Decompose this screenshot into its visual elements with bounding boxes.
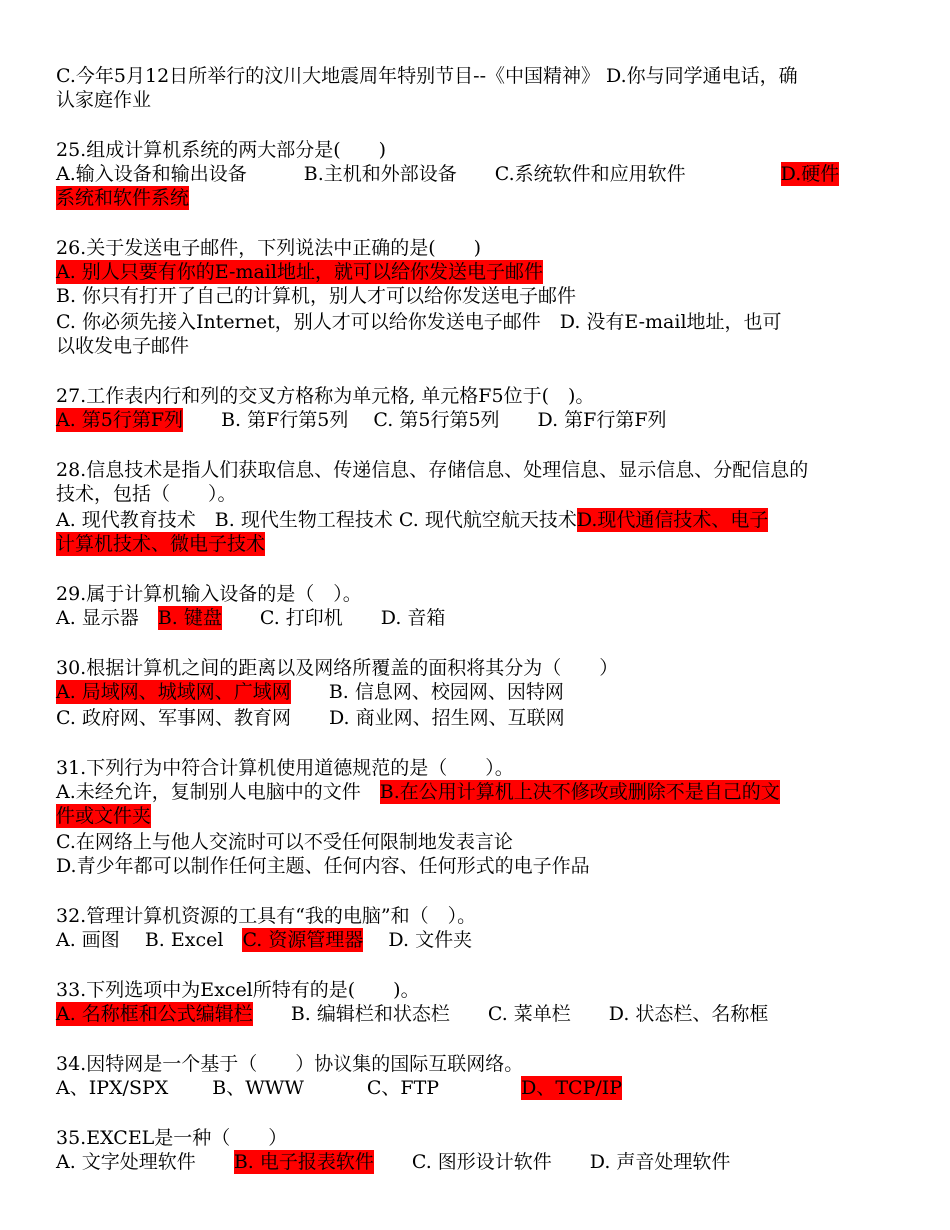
highlighted-answer: 件或文件夹 (56, 805, 152, 827)
text-segment: 29.属于计算机输入设备的是（ ）。 (56, 583, 362, 605)
text-line (56, 284, 576, 308)
text-line (56, 334, 189, 358)
text-line (56, 680, 564, 704)
text-segment: C.今年5月12日所举行的汶川大地震周年特别节目--《中国精神》 D.你与同学通电话，确 (56, 65, 798, 87)
text-segment: 32.管理计算机资源的工具有“我的电脑”和（ ）。 (56, 905, 477, 927)
text-line (56, 978, 420, 1002)
highlighted-answer: B.在公用计算机上决不修改或删除不是自己的文 (379, 781, 780, 803)
text-segment: 28.信息技术是指人们获取信息、传递信息、存储信息、处理信息、显示信息、分配信息的 (56, 459, 809, 481)
text-line (56, 1052, 523, 1076)
text-segment: B. 信息网、校园网、因特网 (290, 681, 564, 703)
text-line (56, 804, 151, 828)
text-line (56, 706, 565, 730)
highlighted-answer: A. 别人只要有你的E-mail地址，就可以给你发送电子邮件 (56, 261, 543, 283)
text-line (56, 236, 481, 260)
text-line (56, 904, 476, 928)
text-line (56, 260, 543, 284)
text-line (56, 508, 768, 532)
text-line (56, 88, 151, 112)
text-line (56, 384, 594, 408)
text-segment: B. 编辑栏和状态栏 C. 菜单栏 D. 状态栏、名称框 (252, 1003, 769, 1025)
highlighted-answer: D.硬件 (780, 163, 840, 185)
text-line (56, 138, 386, 162)
text-segment: 27.工作表内行和列的交叉方格称为单元格, 单元格F5位于( )。 (56, 385, 595, 407)
text-segment: A. 显示器 (56, 607, 158, 629)
text-segment: A、IPX/SPX B、WWW C、FTP (56, 1077, 522, 1099)
text-segment: D. 文件夹 (363, 929, 473, 951)
text-line (56, 162, 839, 186)
text-line (56, 532, 265, 556)
text-segment: A. 现代教育技术 B. 现代生物工程技术 C. 现代航空航天技术 (56, 509, 577, 531)
text-segment: 31.下列行为中符合计算机使用道德规范的是（ ）。 (56, 757, 514, 779)
text-segment: C.在网络上与他人交流时可以不受任何限制地发表言论 (56, 831, 513, 853)
highlighted-answer: 计算机技术、微电子技术 (56, 533, 266, 555)
text-line (56, 928, 472, 952)
text-line (56, 1076, 622, 1100)
highlighted-answer: D、TCP/IP (521, 1077, 623, 1099)
text-line (56, 606, 445, 630)
text-line (56, 1126, 287, 1150)
text-line (56, 780, 780, 804)
text-segment: 25.组成计算机系统的两大部分是( ) (56, 139, 387, 161)
text-segment: 26.关于发送电子邮件，下列说法中正确的是( ) (56, 237, 482, 259)
text-line (56, 656, 618, 680)
text-segment: C. 打印机 D. 音箱 (221, 607, 446, 629)
text-line (56, 854, 590, 878)
highlighted-answer: A. 局域网、城域网、广域网 (56, 681, 291, 703)
text-line (56, 1150, 730, 1174)
text-line (56, 408, 667, 432)
text-segment: A.输入设备和输出设备 B.主机和外部设备 C.系统软件和应用软件 (56, 163, 781, 185)
text-segment: 35.EXCEL是一种（ ） (56, 1127, 288, 1149)
text-segment: C. 政府网、军事网、教育网 D. 商业网、招生网、互联网 (56, 707, 565, 729)
text-segment: A.未经允许，复制别人电脑中的文件 (56, 781, 380, 803)
text-line (56, 830, 513, 854)
text-line (56, 582, 362, 606)
text-line (56, 756, 514, 780)
text-line (56, 310, 782, 334)
text-segment: 34.因特网是一个基于（ ）协议集的国际互联网络。 (56, 1053, 524, 1075)
highlighted-answer: C. 资源管理器 (242, 929, 364, 951)
text-line (56, 186, 189, 210)
text-line (56, 482, 237, 506)
text-segment: C. 图形设计软件 D. 声音处理软件 (373, 1151, 731, 1173)
text-segment: B. 第F行第5列 C. 第5行第5列 D. 第F行第F列 (183, 409, 667, 431)
text-line (56, 64, 798, 88)
text-segment: 33.下列选项中为Excel所特有的是( )。 (56, 979, 420, 1001)
text-segment: 30.根据计算机之间的距离以及网络所覆盖的面积将其分为（ ） (56, 657, 619, 679)
highlighted-answer: A. 第5行第F列 (56, 409, 184, 431)
highlighted-answer: A. 名称框和公式编辑栏 (56, 1003, 253, 1025)
text-segment: 技术，包括（ ）。 (56, 483, 237, 505)
text-segment: 以收发电子邮件 (56, 335, 190, 357)
text-line (56, 458, 808, 482)
highlighted-answer: 系统和软件系统 (56, 187, 190, 209)
text-segment: A. 画图 B. Excel (56, 929, 243, 951)
text-segment: B. 你只有打开了自己的计算机，别人才可以给你发送电子邮件 (56, 285, 577, 307)
text-line (56, 1002, 768, 1026)
text-segment: D.青少年都可以制作任何主题、任何内容、任何形式的电子作品 (56, 855, 590, 877)
text-segment: C. 你必须先接入Internet，别人才可以给你发送电子邮件 D. 没有E-mail地址，也可 (56, 311, 782, 333)
text-segment: A. 文字处理软件 (56, 1151, 234, 1173)
highlighted-answer: B. 键盘 (157, 607, 222, 629)
highlighted-answer: B. 电子报表软件 (233, 1151, 374, 1173)
highlighted-answer: D.现代通信技术、电子 (576, 509, 769, 531)
text-segment: 认家庭作业 (56, 89, 152, 111)
